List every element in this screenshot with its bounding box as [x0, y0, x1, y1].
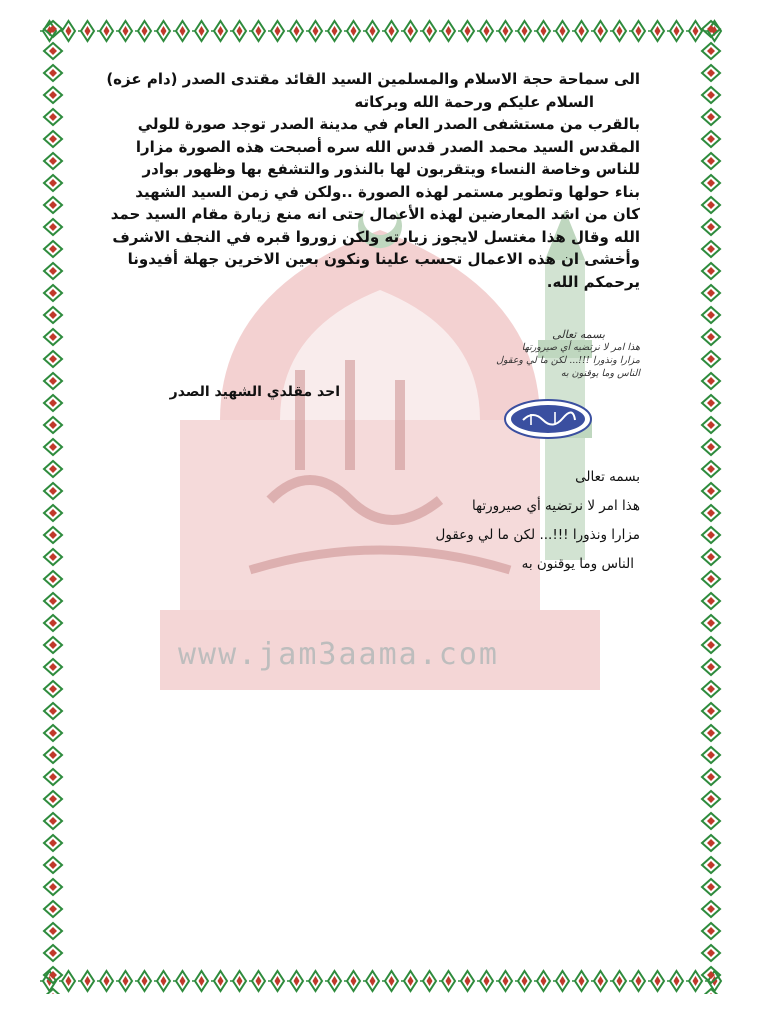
letter-line: وأخشى ان هذه الاعمال تحسب علينا ونكون بعين الاخرين جهلة أفيدونا [127, 250, 640, 268]
signer-name: احد مقلدي الشهيد الصدر [169, 384, 340, 400]
letter-line: بالقرب من مستشفى الصدر العام في مدينة الصدر توجد صورة للولي [137, 115, 640, 133]
letter-body [95, 68, 640, 293]
border-bottom [40, 968, 724, 994]
watermark-url: www.jam3aama.com [178, 637, 499, 672]
handwritten-line: هذا امر لا نرتضيه أي صيرورتها [521, 342, 640, 353]
seal-stamp [503, 398, 593, 440]
reply-text [425, 463, 640, 579]
letter-line: للناس وخاصة النساء ويتقربون لها بالنذور والتشفع بها وظهور بوادر [142, 160, 640, 178]
reply-line: مزارا ونذورا !!!... لكن ما لي وعقول [435, 527, 640, 543]
letter-line: بناء حولها وتطوير مستمر لهذه الصورة ..ولكن في زمن السيد الشهيد [135, 182, 640, 201]
handwritten-line: بسمه تعالى [552, 328, 605, 341]
border-right [698, 18, 724, 994]
border-top [40, 18, 724, 44]
handwritten-line: الناس وما يوقنون به [560, 368, 640, 379]
letter-line: المقدس السيد محمد الصدر قدس الله سره أصبحت هذه الصورة مزارا [135, 137, 640, 156]
letter-line: الله وقال هذا مغتسل لايجوز زيارته ولكن زوروا قبره في النجف الاشرف [112, 227, 640, 246]
handwritten-line: مزارا ونذورا !!!... لكن ما لي وعقول [496, 355, 640, 366]
letter-line: الى سماحة حجة الاسلام والمسلمين السيد القائد مقتدى الصدر (دام عزه) [106, 70, 640, 88]
reply-line: بسمه تعالى [575, 469, 640, 485]
reply-line: الناس وما يوقنون به [521, 556, 634, 572]
letter-line: السلام عليكم ورحمة الله وبركاته [354, 92, 594, 111]
handwritten-note [455, 328, 640, 390]
letter-line: كان من اشد المعارضين لهذه الأعمال حتى انه منع زيارة مقام السيد حمد [110, 205, 640, 223]
letter-line: يرحمكم الله. [546, 272, 640, 291]
border-left [40, 18, 66, 994]
reply-line: هذا امر لا نرتضيه أي صيرورتها [472, 498, 640, 514]
